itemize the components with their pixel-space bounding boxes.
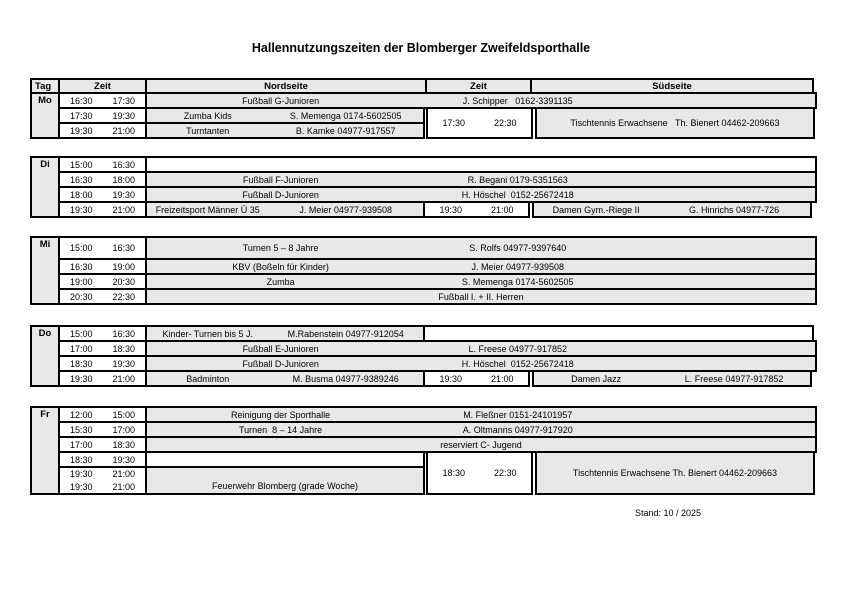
time-start: 15:00 xyxy=(69,328,93,339)
time-start: 17:30 xyxy=(69,110,93,121)
time-end: 19:00 xyxy=(112,261,136,272)
activity-contact: H. Höschel 0152-25672418 xyxy=(461,358,574,369)
time-cell xyxy=(58,288,147,305)
day-label: Mo xyxy=(38,95,52,106)
time-start: 19:30 xyxy=(69,204,93,215)
activity-name: Fußball D-Junioren xyxy=(242,358,319,369)
time-end: 19:30 xyxy=(112,189,136,200)
time-end: 21:00 xyxy=(112,373,136,384)
time-cell xyxy=(423,370,530,387)
activity-contact: L. Freese 04977-917852 xyxy=(684,373,784,384)
time-end: 21:00 xyxy=(112,125,136,136)
activity-name: Turnen 5 – 8 Jahre xyxy=(242,243,319,253)
time-end: 17:00 xyxy=(112,424,136,435)
time-cell xyxy=(58,370,147,387)
time-end: 16:30 xyxy=(112,243,136,253)
activity-name: Damen Jazz xyxy=(571,373,622,384)
activity-contact: S. Rolfs 04977-9397640 xyxy=(469,243,567,253)
time-end: 16:30 xyxy=(112,159,136,170)
schedule-block-friday xyxy=(30,406,817,495)
time-cell xyxy=(423,201,530,218)
time-end: 19:30 xyxy=(112,454,136,465)
header-nordseite: Nordseite xyxy=(145,78,427,94)
time-start: 16:30 xyxy=(69,261,93,272)
activity-name: Turntanten xyxy=(186,125,230,136)
activity-cell xyxy=(532,201,812,218)
day-rows xyxy=(58,406,817,495)
activity-name: Fußball G-Junioren xyxy=(242,95,320,106)
activity-cell xyxy=(145,236,817,260)
time-end: 21:00 xyxy=(112,481,136,492)
activity-cell xyxy=(532,370,812,387)
schedule-block-thursday xyxy=(30,325,817,387)
activity-cell xyxy=(535,451,815,495)
day-label-cell xyxy=(30,92,60,139)
time-start: 12:00 xyxy=(69,409,93,420)
time-end: 15:00 xyxy=(112,409,136,420)
time-start: 15:00 xyxy=(69,159,93,170)
page-title: Hallennutzungszeiten der Blomberger Zweifeldsporthalle xyxy=(251,41,591,55)
activity-cell xyxy=(535,107,815,139)
time-start: 20:30 xyxy=(69,291,93,302)
south-side-block xyxy=(426,107,815,139)
day-label-cell xyxy=(30,325,60,387)
day-label-cell xyxy=(30,236,60,305)
day-rows xyxy=(58,92,817,139)
activity-contact: G. Hinrichs 04977-726 xyxy=(689,204,780,215)
time-start: 16:30 xyxy=(69,95,93,106)
time-start: 19:00 xyxy=(69,276,93,287)
time-end: 21:00 xyxy=(490,204,514,215)
day-rows xyxy=(58,325,817,387)
activity-name: Tischtennis Erwachsene Th. Bienert 04462-209663 xyxy=(572,468,778,478)
time-start: 17:30 xyxy=(442,118,466,128)
activity-contact: R. Begani 0179-5351563 xyxy=(467,174,568,185)
activity-name: Fußball F-Junioren xyxy=(242,174,319,185)
activity-name: Fußball I. + II. Herren xyxy=(438,291,524,302)
time-start: 19:30 xyxy=(69,373,93,384)
activity-cell xyxy=(145,201,425,218)
revision-date: Stand: 10 / 2025 xyxy=(635,508,702,518)
day-label: Di xyxy=(40,159,50,170)
header-tag: Tag xyxy=(30,78,60,94)
schedule-row xyxy=(58,288,817,305)
activity-name: Fußball D-Junioren xyxy=(242,189,319,200)
activity-contact: M. Busma 04977-9389246 xyxy=(292,373,399,384)
header-zeit-nord: Zeit xyxy=(58,78,147,94)
activity-contact: S. Memenga 0174-5602505 xyxy=(289,110,402,121)
time-start: 18:30 xyxy=(69,454,93,465)
schedule-block-monday xyxy=(30,92,817,139)
time-line xyxy=(60,482,145,492)
time-start: 19:30 xyxy=(69,481,93,492)
time-start: 18:30 xyxy=(69,358,93,369)
activity-contact: J. Meier 04977-939508 xyxy=(299,204,392,215)
activity-name: KBV (Boßeln für Kinder) xyxy=(232,261,329,272)
day-label: Do xyxy=(38,328,52,339)
activity-contact: J. Schipper 0162-3391135 xyxy=(462,95,573,106)
day-label-cell xyxy=(30,406,60,495)
time-start: 17:00 xyxy=(69,439,93,450)
time-end: 18:00 xyxy=(112,174,136,185)
activity-name: Zumba xyxy=(266,276,295,287)
day-rows xyxy=(58,156,817,218)
activity-name: Freizeitsport Männer Ü 35 xyxy=(155,204,260,215)
day-label: Mi xyxy=(39,239,51,250)
activity-name: Zumba Kids xyxy=(183,110,232,121)
day-rows xyxy=(58,236,817,305)
activity-name: Reinigung der Sporthalle xyxy=(231,409,331,420)
time-start: 18:30 xyxy=(442,468,466,478)
time-start: 16:30 xyxy=(69,174,93,185)
schedule-row xyxy=(58,236,817,260)
time-end: 20:30 xyxy=(112,276,136,287)
time-start: 17:00 xyxy=(69,343,93,354)
time-end: 21:00 xyxy=(490,373,514,384)
schedule-row xyxy=(58,370,817,387)
activity-name: Damen Gym.-Riege II xyxy=(552,204,640,215)
time-end: 22:30 xyxy=(493,118,517,128)
time-start: 15:00 xyxy=(69,243,93,253)
activity-name: Fußball E-Junioren xyxy=(242,343,319,354)
activity-cell xyxy=(145,288,817,305)
activity-contact: H. Höschel 0152-25672418 xyxy=(461,189,574,200)
header-zeit-sued: Zeit xyxy=(425,78,532,94)
day-label: Fr xyxy=(40,409,50,420)
time-line xyxy=(60,469,145,479)
time-start: 19:30 xyxy=(69,469,93,480)
activity-contact: B. Kamke 04977-917557 xyxy=(295,125,396,136)
time-cell xyxy=(58,466,147,495)
schedule-row xyxy=(58,201,817,218)
time-end: 22:30 xyxy=(112,291,136,302)
activity-name: reserviert C- Jugend xyxy=(440,439,522,450)
activity-cell xyxy=(145,122,425,139)
activity-cell xyxy=(145,370,425,387)
time-end: 21:00 xyxy=(112,469,136,480)
time-cell xyxy=(426,451,533,495)
schedule-block-tuesday xyxy=(30,156,817,218)
time-cell xyxy=(58,201,147,218)
time-start: 19:30 xyxy=(439,204,463,215)
time-end: 22:30 xyxy=(493,468,517,478)
time-start: 19:30 xyxy=(69,125,93,136)
activity-name: Kinder- Turnen bis 5 J. xyxy=(162,328,253,339)
activity-contact: M.Rabenstein 04977-912054 xyxy=(287,328,404,339)
time-cell xyxy=(58,122,147,139)
activity-contact: A. Oltmanns 04977-917920 xyxy=(462,424,573,435)
time-cell xyxy=(58,236,147,260)
activity-name: Turnen 8 – 14 Jahre xyxy=(238,424,323,435)
activity-contact: J. Meier 04977-939508 xyxy=(471,261,564,272)
activity-cell xyxy=(145,466,425,495)
time-cell xyxy=(426,107,533,139)
time-end: 18:30 xyxy=(112,343,136,354)
south-side-block xyxy=(426,451,815,495)
activity-contact: L. Freese 04977-917852 xyxy=(468,343,568,354)
activity-name: Feuerwehr Blomberg (grade Woche) xyxy=(212,481,358,491)
activity-name: Tischtennis Erwachsene Th. Bienert 04462-209663 xyxy=(570,118,780,128)
schedule-block-wednesday xyxy=(30,236,817,305)
time-start: 18:00 xyxy=(69,189,93,200)
time-end: 21:00 xyxy=(112,204,136,215)
day-label-cell xyxy=(30,156,60,218)
time-end: 17:30 xyxy=(112,95,136,106)
activity-name: Badminton xyxy=(186,373,230,384)
time-end: 19:30 xyxy=(112,358,136,369)
time-start: 15:30 xyxy=(69,424,93,435)
activity-contact: S. Memenga 0174-5602505 xyxy=(461,276,574,287)
activity-contact: M. Fleßner 0151-24101957 xyxy=(463,409,573,420)
time-start: 19:30 xyxy=(439,373,463,384)
time-end: 16:30 xyxy=(112,328,136,339)
header-suedseite: Südseite xyxy=(530,78,814,94)
time-end: 18:30 xyxy=(112,439,136,450)
time-end: 19:30 xyxy=(112,110,136,121)
